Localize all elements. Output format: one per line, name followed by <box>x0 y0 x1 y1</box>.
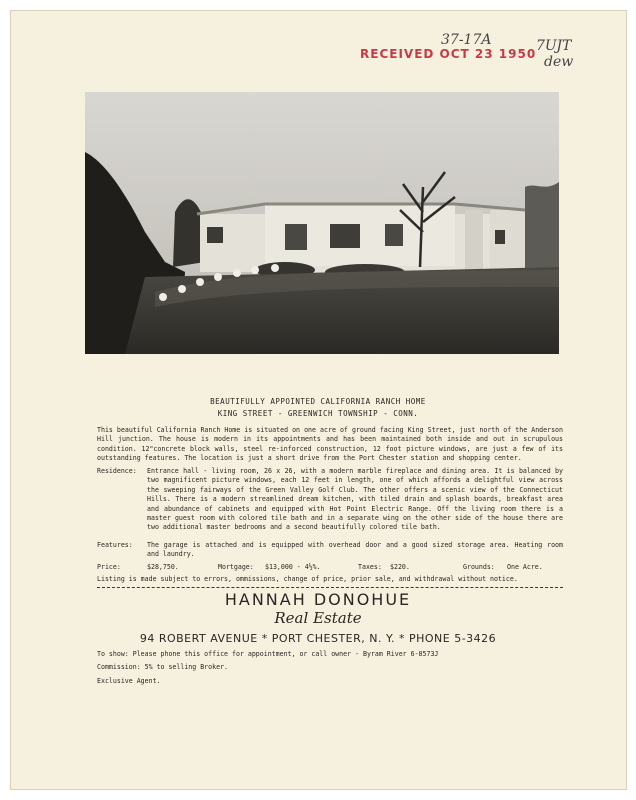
handwritten-signature: dew <box>544 54 574 70</box>
agency-address: 94 ROBERT AVENUE * PORT CHESTER, N. Y. * PHONE 5-3426 <box>139 632 497 645</box>
agency-name: HANNAH DONOHUE <box>224 590 412 609</box>
handwritten-initials: 7UJT <box>536 38 572 54</box>
price-label: Price: <box>97 563 121 571</box>
taxes-value: $220. <box>390 563 410 571</box>
grounds-label: Grounds: <box>463 563 495 571</box>
residence-description: Entrance hall - living room, 26 x 26, with a modern marble fireplace and dining area. It is balanced by two magnificent picture windows, each 12 feet in length, one of which affords a delightful view across the sweeping fairways of the Green Valley Golf Club. The other offers a scenic view of the Connecticut Hills. There is a modern streamlined dream kitchen, with tiled drain and splash boards, breakfast area and abundance of cabinets and equipped with Hot Point Electric Range. Off the living room there is a master guest room with colored tile bath and in a separate wing on the other side of the house there are two additional master bedrooms and a second beautifully colored tile bath. <box>147 467 563 532</box>
showing-instructions: To show: Please phone this office for appointment, or call owner - Byram River 6-8573J <box>97 650 439 658</box>
house-photo-illustration <box>85 92 559 354</box>
mortgage-label: Mortgage: <box>218 563 254 571</box>
house-photo <box>85 92 559 354</box>
listing-title: BEAUTIFULLY APPOINTED CALIFORNIA RANCH HOME <box>210 397 426 406</box>
grounds-value: One Acre. <box>507 563 543 571</box>
agency-tagline: Real Estate <box>274 609 362 627</box>
commission-note: Commission: 5% to selling Broker. <box>97 663 229 671</box>
residence-label: Residence: <box>97 467 137 475</box>
price-value: $28,750. <box>147 563 179 571</box>
features-description: The garage is attached and is equipped with overhead door and a good sized storage area. Heating room and laundry. <box>147 541 563 559</box>
listing-location: KING STREET - GREENWICH TOWNSHIP - CONN. <box>217 409 419 418</box>
exclusive-agent-note: Exclusive Agent. <box>97 677 161 685</box>
divider <box>97 587 563 588</box>
intro-paragraph: This beautiful California Ranch Home is situated on one acre of ground facing King Street, just north of the Anderson Hill junction. The house is modern in its appointments and has been maintained both inside and out in scrupulous condition. 12"concrete block walls, steel re-inforced construction, 12 foot picture windows, are just a few of its outstanding features. The location is just a short drive from the Port Chester station and shopping center. <box>97 426 563 463</box>
disclaimer: Listing is made subject to errors, ommissions, change of price, prior sale, and withdrawal without notice. <box>97 575 518 583</box>
received-stamp: RECEIVED OCT 23 1950 <box>360 47 537 61</box>
mortgage-value: $13,000 - 4½%. <box>265 563 321 571</box>
features-label: Features: <box>97 541 133 549</box>
handwritten-file-number: 37-17A <box>441 32 492 48</box>
taxes-label: Taxes: <box>358 563 382 571</box>
